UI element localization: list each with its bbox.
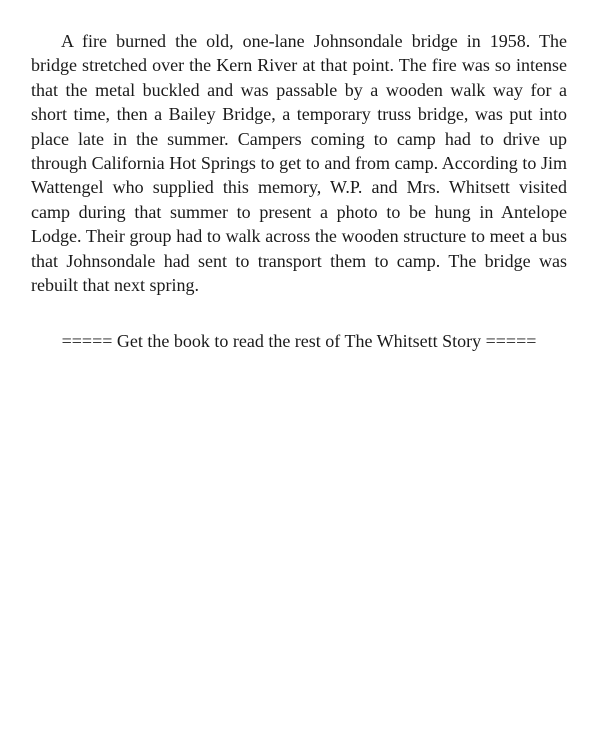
body-paragraph: A fire burned the old, one-lane Johnsondale bridge in 1958. The bridge stretched over the Kern River at that point. The fire was so intense that the metal buckled and was passable by a wooden walk way for a short time, then a Bailey Bridge, a temporary truss bridge, was put into place late in the summer. Campers coming to camp had to drive up through California Hot Springs to get to and from camp. According to Jim Wattengel who supplied this memory, W.P. and Mrs. Whitsett visited camp during that summer to present a photo to be hung in Antelope Lodge. Their group had to walk across the wooden structure to meet a bus that Johnsondale had sent to transport them to camp. The bridge was rebuilt that next spring. <box>31 31 567 296</box>
document-page <box>31 29 567 353</box>
read-more-callout: ===== Get the book to read the rest of The Whitsett Story ===== <box>61 331 537 352</box>
